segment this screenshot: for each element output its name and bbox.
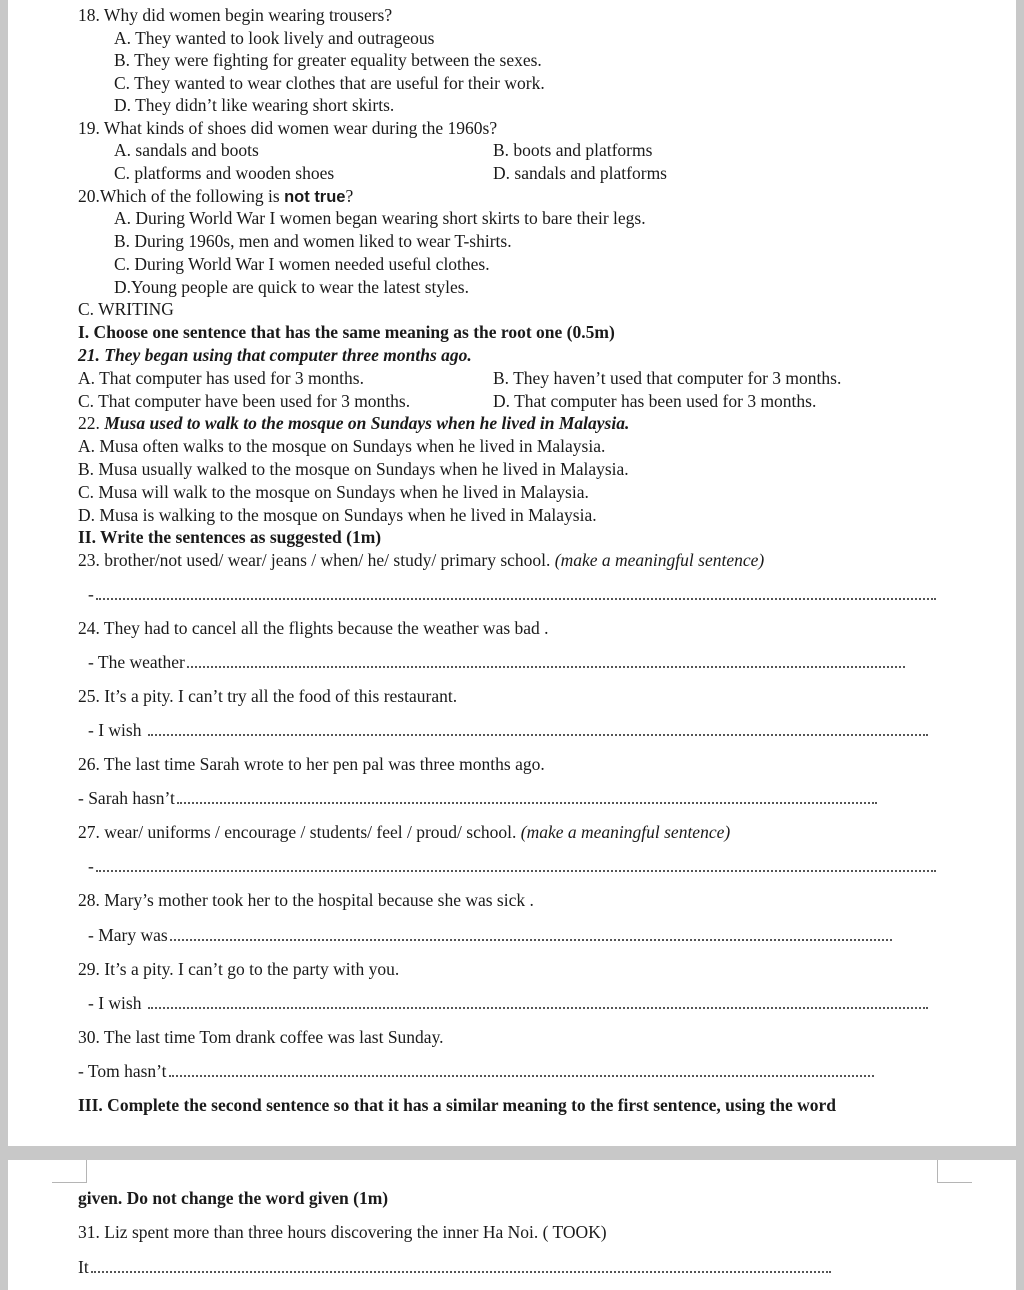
question-31-stem: 31. Liz spent more than three hours discovering the inner Ha Noi. ( TOOK)	[78, 1222, 607, 1242]
question-26-answer-prefix: - Sarah hasn’t	[78, 788, 175, 808]
question-18-option-b: B. They were fighting for greater equality between the sexes.	[114, 50, 542, 70]
page-corner-mark	[937, 1160, 972, 1183]
question-20-stem-text: 20.Which of the following is	[78, 186, 285, 206]
part-3-title: III. Complete the second sentence so that it has a similar meaning to the first sentence, using the word	[78, 1095, 836, 1115]
question-21-option-c: C. That computer have been used for 3 months.	[78, 391, 411, 411]
question-31-answer[interactable]	[78, 1256, 831, 1278]
question-30-stem: 30. The last time Tom drank coffee was last Sunday.	[78, 1027, 444, 1047]
page-corner-mark	[52, 1160, 87, 1183]
question-21-stem: 21. They began using that computer three months ago.	[78, 345, 472, 365]
question-18-option-d: D. They didn’t like wearing short skirts.	[114, 95, 395, 115]
question-21-option-d: D. That computer has been used for 3 months.	[493, 391, 817, 411]
question-25-stem: 25. It’s a pity. I can’t try all the food of this restaurant.	[78, 686, 458, 706]
question-24-answer[interactable]	[88, 651, 905, 673]
question-30-answer-prefix: - Tom hasn’t	[78, 1061, 167, 1081]
question-21-option-a: A. That computer has used for 3 months.	[78, 368, 364, 388]
question-22-option-c: C. Musa will walk to the mosque on Sundays when he lived in Malaysia.	[78, 482, 589, 502]
part-2-title: II. Write the sentences as suggested (1m)	[78, 527, 382, 547]
document-page-1	[8, 0, 1016, 1146]
question-18-option-a: A. They wanted to look lively and outrageous	[114, 28, 435, 48]
question-20-stem	[78, 185, 353, 208]
question-26-stem: 26. The last time Sarah wrote to her pen pal was three months ago.	[78, 754, 545, 774]
question-23-text: 23. brother/not used/ wear/ jeans / when/ he/ study/ primary school.	[78, 550, 555, 570]
answer-dotted-line[interactable]	[187, 652, 905, 668]
question-28-answer[interactable]	[88, 924, 892, 946]
question-30-answer[interactable]	[78, 1060, 874, 1082]
answer-dotted-line[interactable]	[148, 993, 928, 1009]
question-20-option-b: B. During 1960s, men and women liked to wear T-shirts.	[114, 231, 512, 251]
answer-dotted-line[interactable]	[96, 584, 936, 600]
question-27-answer-prefix: -	[88, 856, 94, 876]
question-19-option-a: A. sandals and boots	[114, 140, 259, 160]
question-19-option-b: B. boots and platforms	[493, 140, 653, 160]
question-29-stem: 29. It’s a pity. I can’t go to the party with you.	[78, 959, 400, 979]
question-20-option-d: D.Young people are quick to wear the latest styles.	[114, 277, 469, 297]
question-22-option-a: A. Musa often walks to the mosque on Sundays when he lived in Malaysia.	[78, 436, 606, 456]
answer-dotted-line[interactable]	[170, 925, 892, 941]
question-29-answer[interactable]	[88, 992, 928, 1014]
answer-dotted-line[interactable]	[177, 788, 877, 804]
answer-dotted-line[interactable]	[148, 720, 928, 736]
question-20-emphasis: not true	[284, 188, 346, 206]
question-19-option-c: C. platforms and wooden shoes	[114, 163, 335, 183]
question-25-answer-prefix: - I wish	[88, 720, 146, 740]
question-18-stem: 18. Why did women begin wearing trousers?	[78, 5, 393, 25]
question-23-stem	[78, 549, 764, 571]
question-20-stem-end: ?	[345, 186, 354, 206]
question-22-number: 22.	[78, 413, 105, 433]
question-22-option-d: D. Musa is walking to the mosque on Sundays when he lived in Malaysia.	[78, 505, 597, 525]
answer-dotted-line[interactable]	[91, 1257, 831, 1273]
part-1-title: I. Choose one sentence that has the same meaning as the root one (0.5m)	[78, 322, 615, 342]
question-19-stem: 19. What kinds of shoes did women wear during the 1960s?	[78, 118, 498, 138]
question-31-answer-prefix: It	[78, 1257, 89, 1277]
question-28-stem: 28. Mary’s mother took her to the hospital because she was sick .	[78, 890, 534, 910]
question-23-hint: (make a meaningful sentence)	[554, 550, 765, 570]
question-20-option-a: A. During World War I women began wearing short skirts to bare their legs.	[114, 208, 646, 228]
section-heading-writing: C. WRITING	[78, 299, 174, 319]
question-19-option-d: D. sandals and platforms	[493, 163, 667, 183]
answer-dotted-line[interactable]	[169, 1061, 874, 1077]
question-22-stem-text: Musa used to walk to the mosque on Sundays when he lived in Malaysia.	[104, 413, 630, 433]
question-27-text: 27. wear/ uniforms / encourage / students/ feel / proud/ school.	[78, 822, 521, 842]
question-25-answer[interactable]	[88, 719, 928, 741]
question-29-answer-prefix: - I wish	[88, 993, 146, 1013]
question-18-option-c: C. They wanted to wear clothes that are useful for their work.	[114, 73, 545, 93]
question-24-stem: 24. They had to cancel all the flights because the weather was bad .	[78, 618, 549, 638]
question-26-answer[interactable]	[78, 787, 877, 809]
part-3-title-continued: given. Do not change the word given (1m)	[78, 1188, 389, 1208]
question-22-option-b: B. Musa usually walked to the mosque on Sundays when he lived in Malaysia.	[78, 459, 629, 479]
question-24-answer-prefix: - The weather	[88, 652, 185, 672]
question-22-stem	[78, 412, 629, 434]
question-27-hint: (make a meaningful sentence)	[520, 822, 731, 842]
question-27-stem	[78, 821, 730, 843]
document-page-2	[8, 1160, 1016, 1290]
answer-dotted-line[interactable]	[96, 856, 936, 872]
question-23-answer[interactable]	[88, 583, 936, 605]
question-28-answer-prefix: - Mary was	[88, 925, 168, 945]
question-20-option-c: C. During World War I women needed useful clothes.	[114, 254, 490, 274]
question-21-option-b: B. They haven’t used that computer for 3 months.	[493, 368, 842, 388]
question-27-answer[interactable]	[88, 855, 936, 877]
question-23-answer-prefix: -	[88, 584, 94, 604]
